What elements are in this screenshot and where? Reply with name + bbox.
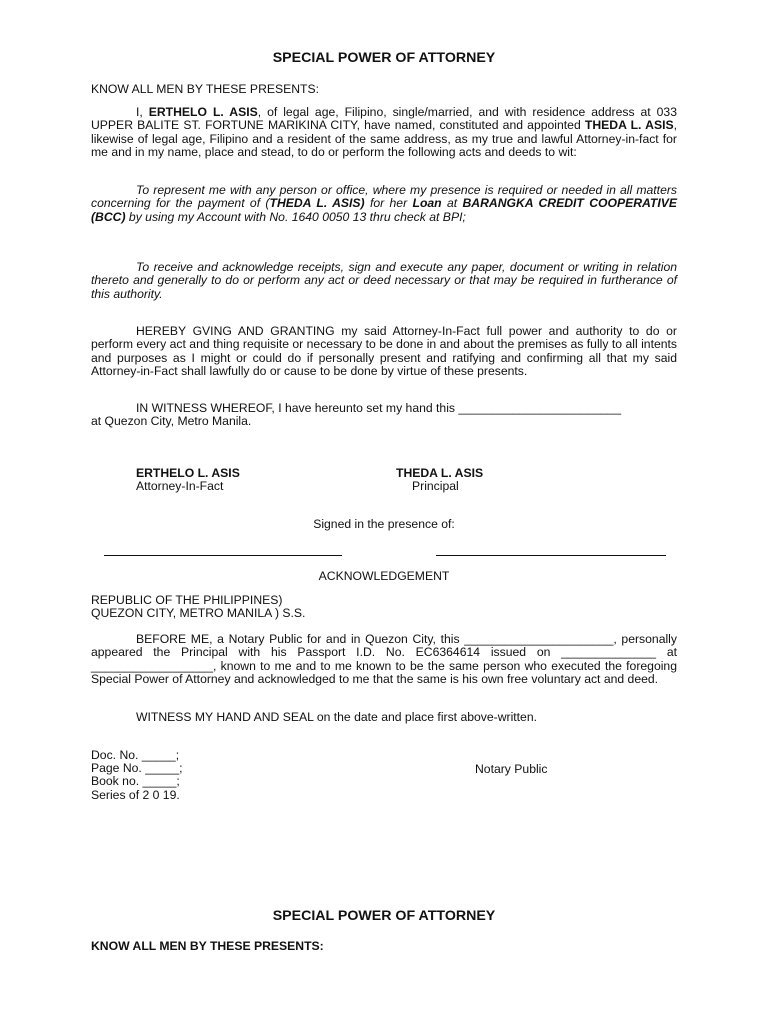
page-no: Page No. _____; (91, 761, 183, 775)
attorney-name: THEDA L. ASIS (584, 118, 674, 133)
ack-text: BEFORE ME, a Notary Public for and in Quezon City, this ______________________, personally appeared the Principal with his Passport I.D. No. EC6364614 issued on ______________ at __________________, known to me and to me known to be the same person who executed the foregoing Special Power of Attorney and acknowledged to me that the same is his own free voluntary act and deed. (91, 632, 677, 687)
book-no: Book no. _____; (91, 774, 180, 788)
witness-place: at Quezon City, Metro Manila. (91, 414, 252, 428)
know-all-heading: KNOW ALL MEN BY THESE PRESENTS: (91, 82, 320, 96)
witness-hand-seal: WITNESS MY HAND AND SEAL on the date and place first above-written. (136, 710, 538, 724)
witness-signature-line-left (104, 555, 342, 556)
document-title: SPECIAL POWER OF ATTORNEY (272, 50, 496, 66)
doc-no: Doc. No. _____; (91, 748, 180, 762)
page2-know-all: KNOW ALL MEN BY THESE PRESENTS: (91, 939, 324, 953)
paragraph-appointment (91, 106, 677, 160)
p2-coop: BARANGKA CREDIT COOPERATIVE (BCC) (91, 196, 678, 224)
notary-public-label: Notary Public (475, 762, 548, 776)
p2-text-d: by using my Account with No. 1640 0050 13 thru check at BPI; (125, 209, 466, 224)
p3-text: To receive and acknowledge receipts, sign and execute any paper, document or writing in relation thereto and generally to do or perform any act or deed necessary or that may be required in furtherance of this authority. (91, 260, 677, 301)
p2-text-a: To represent me with any person or office, where my presence is required or needed in all matters concerning for the payment of ( (91, 183, 677, 211)
p1-text-c: , likewise of legal age, Filipino and a resident of the same address, as my true and lawful Attorney-in-fact for me and in my name, place and stead, to do or perform the following acts and deeds to wit: (91, 118, 677, 160)
paragraph-granting (91, 325, 677, 379)
principal-name: ERTHELO L. ASIS (148, 105, 258, 119)
signed-presence-label: Signed in the presence of: (313, 517, 455, 531)
p4-text: HEREBY GVING AND GRANTING my said Attorney-In-Fact full power and authority to do or perform every act and thing requisite or necessary to be done in and about the premises as fully to all intents and purposes as I might or could do if personally present and ratifying and confirming all that my said Attorney-in-Fact shall lawfully do or cause to be done by virtue of these presents. (91, 324, 677, 379)
p2-loan: Loan (412, 196, 442, 211)
witness-signature-line-right (436, 555, 666, 556)
page2-title: SPECIAL POWER OF ATTORNEY (272, 908, 496, 924)
signatory-right-name: THEDA L. ASIS (396, 466, 484, 480)
p2-name: THEDA L. ASIS) (269, 196, 365, 211)
venue-line-2: QUEZON CITY, METRO MANILA ) S.S. (91, 606, 306, 620)
acknowledgement-title: ACKNOWLEDGEMENT (318, 569, 450, 583)
paragraph-receive (91, 261, 677, 301)
p1-text-b: , of legal age, Filipino, single/married, and with residence address at 033 UPPER BALITE ST. FORTUNE MARIKINA CITY, have named, constituted and appointed (91, 105, 677, 133)
acknowledgement-paragraph (91, 633, 677, 687)
series: Series of 2 0 19. (91, 788, 180, 802)
p2-text-b: for her (364, 196, 413, 211)
venue-line-1: REPUBLIC OF THE PHILIPPINES) (91, 593, 283, 607)
signatory-left-name: ERTHELO L. ASIS (136, 466, 240, 480)
p1-text-a: I, (136, 105, 149, 119)
witness-whereof: IN WITNESS WHEREOF, I have hereunto set my hand this ________________________ (136, 401, 622, 415)
signatory-right-role: Principal (412, 479, 459, 493)
paragraph-represent (91, 184, 677, 224)
signatory-left-role: Attorney-In-Fact (136, 479, 224, 493)
p2-text-c: at (441, 196, 463, 211)
